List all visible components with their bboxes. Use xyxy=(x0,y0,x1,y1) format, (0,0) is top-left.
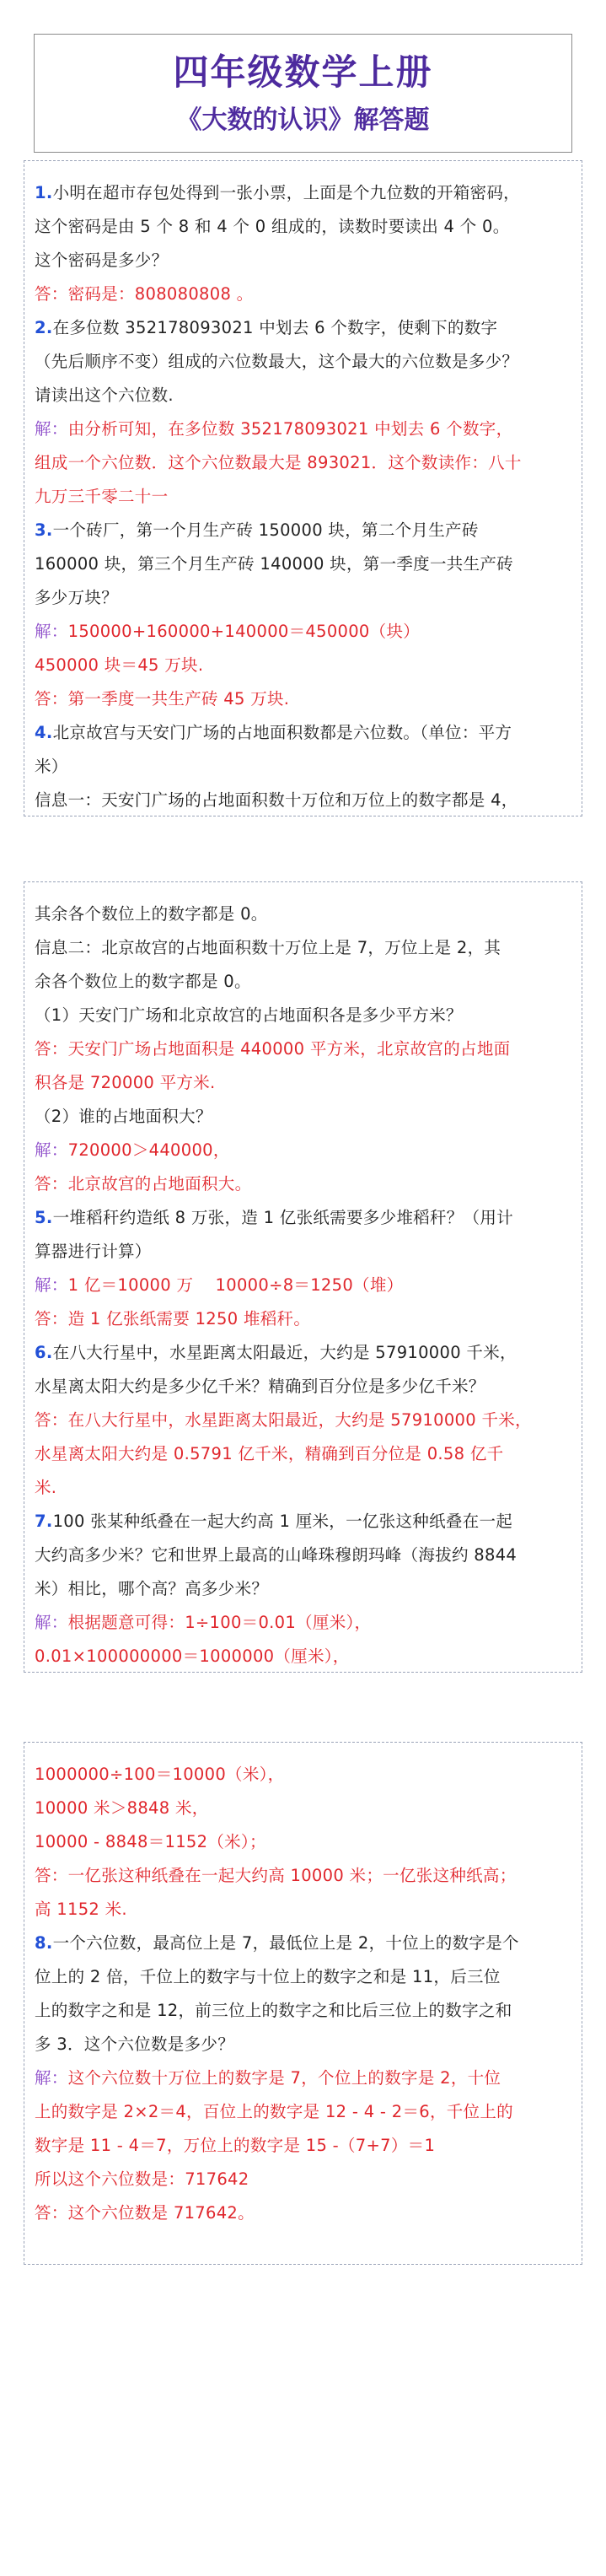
question-line xyxy=(35,1927,571,1960)
answer-line xyxy=(35,2129,571,2163)
line-text: 多少万块？ xyxy=(35,588,119,607)
question-line xyxy=(35,176,571,210)
question-line xyxy=(35,897,571,931)
line-text: 小明在超市存包处得到一张小票，上面是个九位数的开箱密码， xyxy=(52,183,520,202)
line-text: 根据题意可得：1÷100＝0.01（厘米）， xyxy=(67,1613,372,1632)
question-line xyxy=(35,379,571,412)
line-text: 720000＞440000， xyxy=(67,1140,230,1160)
answer-line xyxy=(35,682,571,716)
question-line xyxy=(35,1336,571,1370)
answer-line xyxy=(35,1302,571,1336)
question-line xyxy=(35,1539,571,1572)
question-line xyxy=(35,1505,571,1539)
line-text: 10000 米＞8848 米， xyxy=(35,1798,209,1818)
line-text: 米）相比，哪个高？高多少米？ xyxy=(35,1579,269,1598)
line-text: 答：第一季度一共生产砖 45 万块. xyxy=(35,689,290,709)
solution-label: 解： xyxy=(35,419,68,439)
answer-line xyxy=(35,1134,571,1167)
question-line xyxy=(35,716,571,750)
answer-line xyxy=(35,1437,571,1471)
answer-line xyxy=(35,2095,571,2129)
line-text: 在八大行星中，水星距离太阳最近，大约是 57910000 千米， xyxy=(52,1343,517,1362)
question-line xyxy=(35,931,571,965)
solution-label: 解： xyxy=(35,2068,68,2088)
line-text: 大约高多少米？它和世界上最高的山峰珠穆朗玛峰（海拔约 8844 xyxy=(35,1545,518,1565)
content-card-2 xyxy=(24,881,582,1673)
page-subtitle: 《大数的认识》解答题 xyxy=(176,105,430,135)
question-line xyxy=(35,965,571,999)
answer-line xyxy=(35,412,571,446)
question-line xyxy=(35,547,571,581)
line-text: 答：这个六位数是 717642。 xyxy=(35,2203,255,2223)
line-text: 答：造 1 亿张纸需要 1250 堆稻秆。 xyxy=(35,1309,311,1328)
line-text: 由分析可知，在多位数 352178093021 中划去 6 个数字， xyxy=(67,419,513,439)
line-text: 答：密码是：808080808 。 xyxy=(35,284,254,304)
line-text: 一个砖厂，第一个月生产砖 150000 块，第二个月生产砖 xyxy=(52,520,479,540)
title-box xyxy=(34,34,572,153)
question-line xyxy=(35,2028,571,2061)
line-text: 100 张某种纸叠在一起大约高 1 厘米，一亿张这种纸叠在一起 xyxy=(52,1512,513,1531)
question-line xyxy=(35,1994,571,2028)
answer-line xyxy=(35,1758,571,1792)
line-text: 答：在八大行星中，水星距离太阳最近，大约是 57910000 千米， xyxy=(35,1410,532,1430)
content-card-1 xyxy=(24,160,582,816)
line-text: 请读出这个六位数. xyxy=(35,385,174,405)
question-line xyxy=(35,210,571,244)
line-text: 数字是 11 - 4＝7，万位上的数字是 15 -（7+7）＝1 xyxy=(35,2136,436,2155)
line-text: 位上的 2 倍，千位上的数字与十位上的数字之和是 11，后三位 xyxy=(35,1967,501,1986)
line-text: 多 3．这个六位数是多少？ xyxy=(35,2034,235,2054)
question-number: 2. xyxy=(35,318,53,337)
line-text: 其余各个数位上的数字都是 0。 xyxy=(35,904,268,924)
line-text: 450000 块＝45 万块. xyxy=(35,655,204,675)
content-card-3 xyxy=(24,1742,582,2265)
solution-label: 解： xyxy=(35,1613,68,1632)
answer-line xyxy=(35,1032,571,1066)
line-text: 高 1152 米. xyxy=(35,1900,127,1919)
line-text: 1000000÷100＝10000（米）， xyxy=(35,1765,285,1784)
line-text: 北京故宫与天安门广场的占地面积数都是六位数。（单位：平方 xyxy=(52,723,512,742)
line-text: 这个密码是多少？ xyxy=(35,251,169,270)
line-text: 这个六位数十万位上的数字是 7，个位上的数字是 2，十位 xyxy=(67,2068,501,2088)
question-line xyxy=(35,1370,571,1404)
answer-line xyxy=(35,1606,571,1640)
answer-line xyxy=(35,1859,571,1893)
question-number: 6. xyxy=(35,1343,53,1362)
answer-line xyxy=(35,1269,571,1302)
answer-line xyxy=(35,2061,571,2095)
question-line xyxy=(35,244,571,278)
line-text: 九万三千零二十一 xyxy=(35,487,169,506)
line-text: 10000 - 8848＝1152（米）； xyxy=(35,1832,266,1851)
answer-line xyxy=(35,2163,571,2196)
question-line xyxy=(35,345,571,379)
line-text: 150000+160000+140000＝450000（块） xyxy=(67,622,421,641)
line-text: （1）天安门广场和北京故宫的占地面积各是多少平方米？ xyxy=(35,1005,463,1025)
line-text: 信息二：北京故宫的占地面积数十万位上是 7，万位上是 2，其 xyxy=(35,938,501,957)
question-line xyxy=(35,1201,571,1235)
solution-label: 解： xyxy=(35,1275,68,1295)
answer-line xyxy=(35,649,571,682)
line-text: 160000 块，第三个月生产砖 140000 块，第一季度一共生产砖 xyxy=(35,554,513,574)
question-line xyxy=(35,750,571,784)
question-number: 4. xyxy=(35,723,53,742)
question-number: 3. xyxy=(35,520,53,540)
answer-line xyxy=(35,446,571,480)
question-line xyxy=(35,1572,571,1606)
line-text: 在多位数 352178093021 中划去 6 个数字，使剩下的数字 xyxy=(52,318,498,337)
answer-line xyxy=(35,480,571,514)
line-text: （2）谁的占地面积大？ xyxy=(35,1107,212,1126)
line-text: 积各是 720000 平方米. xyxy=(35,1073,216,1092)
answer-line xyxy=(35,2196,571,2230)
line-text: 算器进行计算） xyxy=(35,1242,152,1261)
line-text: 答：一亿张这种纸叠在一起大约高 10000 米；一亿张这种纸高； xyxy=(35,1866,517,1885)
question-number: 5. xyxy=(35,1208,53,1227)
answer-line xyxy=(35,278,571,311)
question-number: 8. xyxy=(35,1933,53,1953)
answer-line xyxy=(35,1066,571,1100)
question-line xyxy=(35,1960,571,1994)
answer-line xyxy=(35,615,571,649)
question-line xyxy=(35,784,571,817)
line-text: 组成一个六位数．这个六位数最大是 893021．这个数读作：八十 xyxy=(35,453,522,472)
line-text: （先后顺序不变）组成的六位数最大，这个最大的六位数是多少？ xyxy=(35,352,519,371)
question-line xyxy=(35,311,571,345)
line-text: 水星离太阳大约是多少亿千米？精确到百分位是多少亿千米？ xyxy=(35,1377,485,1396)
question-line xyxy=(35,581,571,615)
question-line xyxy=(35,999,571,1032)
line-text: 答：北京故宫的占地面积大。 xyxy=(35,1174,252,1194)
line-text: 1 亿＝10000 万 10000÷8＝1250（堆） xyxy=(67,1275,404,1295)
line-text: 上的数字是 2×2＝4，百位上的数字是 12 - 4 - 2＝6，千位上的 xyxy=(35,2102,513,2121)
line-text: 一个六位数，最高位上是 7，最低位上是 2，十位上的数字是个 xyxy=(52,1933,519,1953)
question-line xyxy=(35,1235,571,1269)
question-line xyxy=(35,514,571,547)
line-text: 这个密码是由 5 个 8 和 4 个 0 组成的，读数时要读出 4 个 0。 xyxy=(35,217,510,236)
answer-line xyxy=(35,1893,571,1927)
line-text: 米. xyxy=(35,1478,57,1497)
solution-label: 解： xyxy=(35,622,68,641)
answer-line xyxy=(35,1471,571,1505)
question-line xyxy=(35,1100,571,1134)
line-text: 上的数字之和是 12，前三位上的数字之和比后三位上的数字之和 xyxy=(35,2001,512,2020)
line-text: 一堆稻秆约造纸 8 万张，造 1 亿张纸需要多少堆稻秆？（用计 xyxy=(52,1208,513,1227)
answer-line xyxy=(35,1640,571,1673)
line-text: 答：天安门广场占地面积是 440000 平方米，北京故宫的占地面 xyxy=(35,1039,511,1059)
question-number: 1. xyxy=(35,183,53,202)
line-text: 米） xyxy=(35,757,68,776)
solution-label: 解： xyxy=(35,1140,68,1160)
line-text: 信息一：天安门广场的占地面积数十万位和万位上的数字都是 4， xyxy=(35,790,518,810)
line-text: 余各个数位上的数字都是 0。 xyxy=(35,972,251,991)
answer-line xyxy=(35,1404,571,1437)
line-text: 所以这个六位数是：717642 xyxy=(35,2169,249,2189)
line-text: 0.01×100000000＝1000000（厘米）， xyxy=(35,1646,350,1666)
answer-line xyxy=(35,1825,571,1859)
question-number: 7. xyxy=(35,1512,53,1531)
answer-line xyxy=(35,1792,571,1825)
page-title: 四年级数学上册 xyxy=(173,51,433,93)
line-text: 水星离太阳大约是 0.5791 亿千米，精确到百分位是 0.58 亿千 xyxy=(35,1444,504,1463)
answer-line xyxy=(35,1167,571,1201)
